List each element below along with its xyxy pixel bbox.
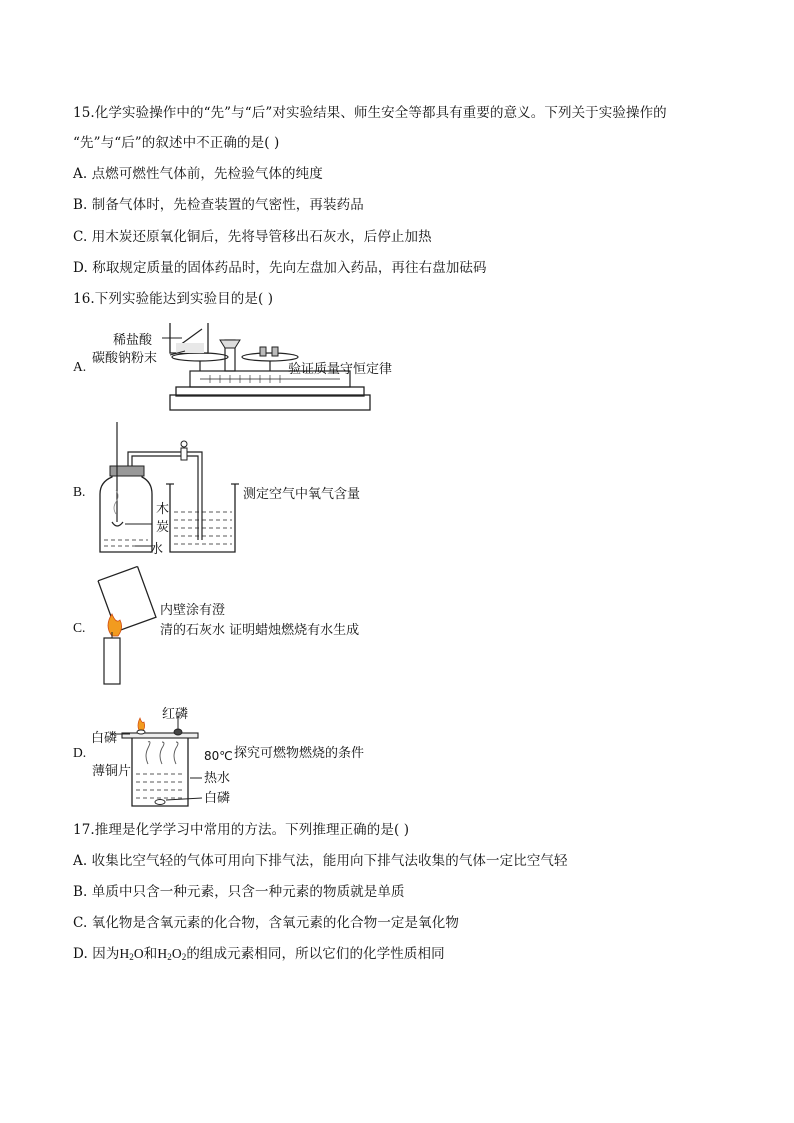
formula-peroxide bbox=[157, 946, 186, 961]
formula-o: O bbox=[171, 946, 182, 961]
q16-a-caption: 验证质量守恒定律 bbox=[288, 362, 393, 377]
q15-option-b: B. 制备气体时，先检查装置的气密性，再装药品 bbox=[73, 197, 364, 213]
q16-a-label-powder: 碳酸钠粉末 bbox=[92, 351, 158, 366]
q16-c-caption-line2: 清的石灰水 证明蜡烛燃烧有水生成 bbox=[160, 623, 360, 638]
q16-a-label-acid: 稀盐酸 bbox=[113, 333, 153, 348]
q16-stem: 16.下列实验能达到实验目的是( ) bbox=[73, 291, 274, 307]
q15-stem-line1: 15.化学实验操作中的“先”与“后”对实验结果、师生安全等都具有重要的意义。下列关于实验操作的 bbox=[73, 105, 667, 121]
inverted-beaker bbox=[98, 566, 156, 631]
formula-o: O bbox=[133, 946, 144, 961]
q16-d-label-copper: 薄铜片 bbox=[92, 764, 132, 779]
formula-sub: 2 bbox=[181, 952, 187, 962]
q16-d-label-hot-water: 热水 bbox=[204, 771, 231, 786]
q16-d-caption: 探究可燃物燃烧的条件 bbox=[234, 746, 365, 761]
q16-b-label-carbon-1: 木 bbox=[156, 502, 170, 517]
candle bbox=[104, 638, 120, 684]
q15-stem-line2: “先”与“后”的叙述中不正确的是( ) bbox=[73, 135, 280, 151]
q17-d-suffix: 的组成元素相同，所以它们的化学性质相同 bbox=[186, 946, 445, 962]
left-pan bbox=[172, 353, 228, 361]
q16-b-caption: 测定空气中氧气含量 bbox=[243, 487, 361, 502]
balance-base bbox=[170, 395, 370, 410]
q16-c-caption-line1: 内壁涂有澄 bbox=[160, 603, 226, 618]
weights bbox=[260, 347, 278, 356]
q17-stem: 17.推理是化学学习中常用的方法。下列推理正确的是( ) bbox=[73, 822, 410, 838]
formula-sub: 2 bbox=[129, 952, 134, 962]
q15-option-d: D. 称取规定质量的固体药品时，先向左盘加入药品，再往右盘加砝码 bbox=[73, 260, 487, 276]
q15-option-a: A. 点燃可燃性气体前，先检验气体的纯度 bbox=[73, 166, 323, 182]
clamp bbox=[181, 448, 187, 460]
formula-sub: 2 bbox=[167, 952, 172, 962]
q16-a-letter: A. bbox=[73, 359, 87, 374]
q17-option-c: C. 氧化物是含氧元素的化合物，含氧元素的化合物一定是氧化物 bbox=[73, 915, 459, 931]
q16-d-label-red-phosphorus: 红磷 bbox=[162, 707, 189, 722]
q16-b-label-carbon-2: 炭 bbox=[156, 520, 170, 535]
q16-d-label-white-phosphorus-top: 白磷 bbox=[91, 731, 118, 746]
q16-b-diagram bbox=[90, 422, 250, 557]
q16-b-label-water: 水 bbox=[150, 542, 164, 557]
q16-d-label-white-phosphorus-bottom: 白磷 bbox=[204, 791, 231, 806]
q16-b-letter: B. bbox=[73, 484, 86, 499]
hot-water-beaker bbox=[132, 738, 188, 806]
q17-option-a: A. 收集比空气轻的气体可用向下排气法，能用向下排气法收集的气体一定比空气轻 bbox=[73, 853, 568, 869]
q17-option-d bbox=[73, 945, 445, 966]
q15-option-c: C. 用木炭还原氧化铜后，先将导管移出石灰水，后停止加热 bbox=[73, 229, 432, 245]
q17-option-b: B. 单质中只含一种元素，只含一种元素的物质就是单质 bbox=[73, 884, 405, 900]
q16-c-letter: C. bbox=[73, 620, 86, 635]
q17-d-and: 和 bbox=[143, 946, 158, 962]
red-phosphorus bbox=[174, 729, 182, 735]
stopper bbox=[110, 466, 144, 476]
flame bbox=[108, 614, 122, 636]
q16-c-diagram bbox=[92, 564, 162, 686]
q17-d-prefix: D. 因为 bbox=[73, 946, 120, 962]
formula-h: H bbox=[157, 946, 168, 961]
copper-sheet bbox=[122, 733, 198, 738]
formula-h: H bbox=[119, 946, 130, 961]
underwater-phosphorus bbox=[155, 800, 165, 805]
q16-d-label-temp: 80℃ bbox=[204, 749, 233, 763]
formula-water bbox=[119, 946, 143, 961]
q16-d-letter: D. bbox=[73, 745, 87, 760]
